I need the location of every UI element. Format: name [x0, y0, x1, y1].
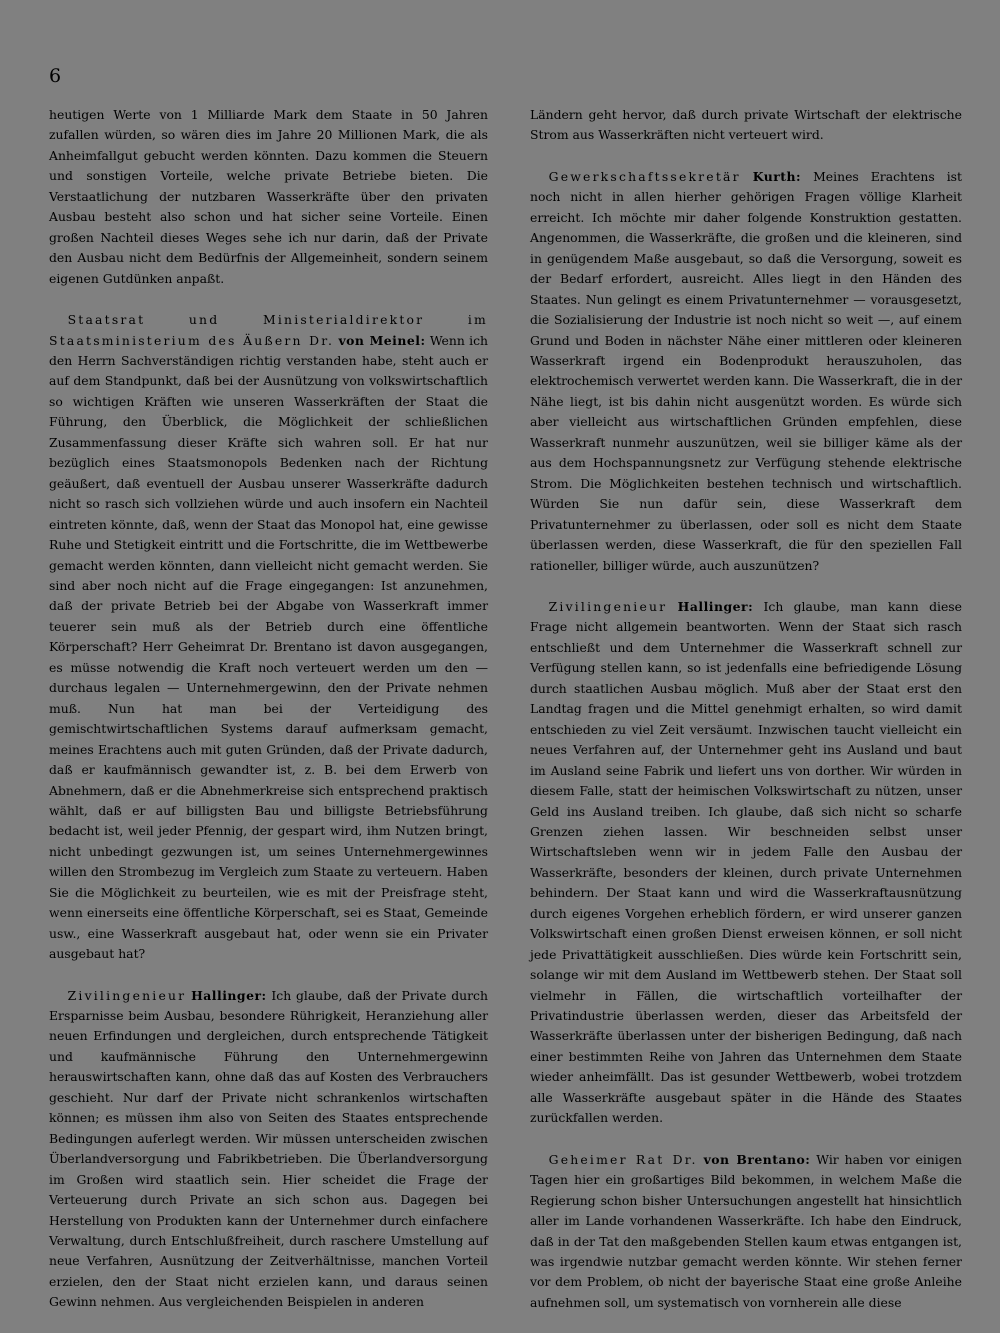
paragraph-continuation: heutigen Werte von 1 Milliarde Mark dem Staate in 50 Jahren zufallen würden, so wären dies im Jahre 20 Millionen Mark, die als Anheimfallgut gebucht werden könnten. Dazu kommen die Steuern und sonstigen Vorteile, welche private Betriebe bieten. Die Verstaatlichung der nutzbaren Wasserkräfte über den privaten Ausbau besteht also schon und hat sicher seine Vorteile. Einen großen Nachteil dieses Weges sehe ich nur darin, daß der Private den Ausbau nicht dem Bedürfnis der Allgemeinheit, sondern seinem eigenen Gutdünken anpaßt.	[49, 107, 488, 286]
right-column	[530, 105, 962, 1313]
speech-hallinger	[49, 986, 488, 1313]
speaker-name: Hallinger:	[677, 598, 754, 614]
speech-text: Wir haben vor einigen Tagen hier ein großartiges Bild bekommen, in welchem Maße die Regierung schon bisher Untersuchungen angestellt hat hinsichtlich aller im Lande vorhandenen Wasserkräfte. Ich habe den Eindruck, daß in der Tat den maßgebenden Stellen kaum etwas entgangen ist, was irgendwie nutzbar gemacht werden könnte. Wir stehen ferner vor dem Problem, ob nicht der bayerische Staat eine große Anleihe aufnehmen soll, um systematisch von vornherein alle diese	[530, 1151, 962, 1310]
speech-text: Meines Erachtens ist noch nicht in allen hierher gehörigen Fragen völlige Klarheit erreicht. Ich möchte mir daher folgende Konstruktion gestatten. Angenommen, die Wasserkräfte, die großen und die kleineren, sind in genügendem Maße ausgebaut, so daß die Versorgung, soweit es der Bedarf erfordert, ausreicht. Alles liegt in den Händen des Staates. Nun gelingt es einem Privatunternehmer — vorausgesetzt, die Sozialisierung der Industrie ist noch nicht so weit —, auf einem Grund und Boden in nächster Nähe einer mittleren oder kleineren Wasserkraft irgend ein Bodenprodukt herauszuholen, das elektrochemisch verwertet werden kann. Die Wasserkraft, die in der Nähe liegt, ist bis dahin nicht ausgenützt worden. Es würde sich aber vielleicht aus wirtschaftlichen Gründen empfehlen, diese Wasserkraft nunmehr auszunützen, weil sie billiger käme als der aus dem Hochspannungsnetz zur Verfügung stehende elektrische Strom. Die Möglichkeiten bestehen technisch und wirtschaftlich. Würden Sie nun dafür sein, diese Wasserkraft dem Privatunternehmer zu überlassen, oder soll es nicht dem Staate überlassen werden, diese Wasserkraft, die für den speziellen Fall rationeller, billiger würde, auch auszunützen?	[530, 168, 962, 573]
speaker-title: Geheimer Rat Dr.	[548, 1151, 698, 1167]
speech-text: Ich glaube, daß der Private durch Ersparnisse beim Ausbau, besondere Rührigkeit, Heranziehung aller neuen Erfindungen und dergleichen, durch entsprechende Tätigkeit und kaufmännische Führung den Unternehmergewinn herauswirtschaften kann, ohne daß das auf Kosten des Verbrauchers geschieht. Nur darf der Private nicht schrankenlos wirtschaften können; es müssen ihm also von Seiten des Staates entsprechende Bedingungen auferlegt werden. Wir müssen unterscheiden zwischen Überlandversorgung und Fabrikbetrieben. Die Überlandversorgung im Großen wird staatlich sein. Hier scheidet die Frage der Verteuerung durch Private an sich schon aus. Dagegen bei Herstellung von Produkten kann der Unternehmer durch einfachere Verwaltung, durch Entschlußfreiheit, durch raschere Umstellung auf neue Verfahren, Ausnützung der Zeitverhältnisse, manchen Vorteil erzielen, den der Staat nicht erzielen kann, und daraus seinen Gewinn nehmen. Aus vergleichenden Beispielen in anderen	[49, 987, 488, 1310]
speaker-name: Hallinger:	[191, 987, 267, 1003]
speaker-title: Staatsrat und Ministerialdirektor im Staatsministerium des Äußern Dr.	[49, 312, 488, 348]
speech-brentano	[530, 1150, 962, 1314]
left-column	[49, 105, 488, 1313]
speech-hallinger	[530, 597, 962, 1129]
speaker-name: Kurth:	[752, 168, 802, 184]
speaker-name: von Brentano:	[703, 1151, 811, 1167]
speaker-name: von Meinel:	[338, 332, 426, 348]
speaker-title: Gewerkschaftssekretär	[548, 168, 741, 184]
speech-text: Ich glaube, man kann diese Frage nicht allgemein beantworten. Wenn der Staat sich rasch entschließt und dem Unternehmer die Wasserkraft schnell zur Verfügung stellen kann, so ist jedenfalls eine befriedigende Lösung durch staatlichen Ausbau möglich. Muß aber der Staat erst den Landtag fragen und die Mittel genehmigt erhalten, so wird damit entschieden zu viel Zeit versäumt. Inzwischen taucht vielleicht ein neues Verfahren auf, der Unternehmer geht ins Ausland und baut im Ausland seine Fabrik und liefert uns von dorther. Wir würden in diesem Falle, statt der heimischen Volkswirtschaft zu nützen, unser Geld ins Ausland treiben. Ich glaube, daß sich nicht so scharfe Grenzen ziehen lassen. Wir beschneiden selbst unser Wirtschaftsleben wenn wir in jedem Falle den Ausbau der Wasserkräfte, besonders der kleinen, durch private Unternehmen behindern. Der Staat kann und wird die Wasserkraftausnützung durch eigenes Vorgehen erheblich fördern, er wird unserer ganzen Volkswirtschaft einen großen Dienst erweisen können, er soll nicht jede Privattätigkeit ausschließen. Dies würde kein Fortschritt sein, solange wir mit dem Ausland im Wettbewerb stehen. Der Staat soll vielmehr in Fällen, die wirtschaftlich vorteilhafter der Privatindustrie überlassen werden, dieser das Arbeitsfeld der Wasserkräfte überlassen unter der bisherigen Bedingung, daß nach einer bestimmten Reihe von Jahren das Unternehmen dem Staate wieder anheimfällt. Das ist gesunder Wettbewerb, wobei trotzdem alle Wasserkräfte ausgebaut später in die Hände des Staates zurückfallen werden.	[530, 598, 962, 1126]
paragraph-continuation: Ländern geht hervor, daß durch private Wirtschaft der elektrische Strom aus Wasserkräften nicht verteuert wird.	[530, 107, 962, 143]
speech-kurth	[530, 167, 962, 576]
speaker-title: Zivilingenieur	[548, 598, 668, 614]
speaker-title: Zivilingenieur	[67, 987, 187, 1003]
speech-text: Wenn ich den Herrn Sachverständigen richtig verstanden habe, steht auch er auf dem Standpunkt, daß bei der Ausnützung von volkswirtschaftlich so wichtigen Kräften wie unseren Wasserkräften der Staat die Führung, den Überblick, die Möglichkeit der schließlichen Zusammenfassung dieser Kräfte sich wahren soll. Er hat nur bezüglich eines Staatsmonopols Bedenken nach der Richtung geäußert, daß eventuell der Ausbau unserer Wasserkräfte dadurch nicht so rasch sich vollziehen würde und auch insofern ein Nachteil eintreten könnte, daß, wenn der Staat das Monopol hat, eine gewisse Ruhe und Stetigkeit eintritt und die Fortschritte, die im Wettbewerbe gemacht werden könnten, dann vielleicht nicht gemacht werden. Sie sind aber noch nicht auf die Frage eingegangen: Ist anzunehmen, daß der private Betrieb bei der Abgabe von Wasserkraft immer teuerer sein muß als der Betrieb durch eine öffentliche Körperschaft? Herr Geheimrat Dr. Brentano ist davon ausgegangen, es müsse notwendig die Kraft noch verteuert werden um den — durchaus legalen — Unternehmergewinn, den der Private nehmen muß. Nun hat man bei der Verteidigung des gemischtwirtschaftlichen Systems darauf aufmerksam gemacht, meines Erachtens auch mit guten Gründen, daß der Private dadurch, daß er kaufmännisch gewandter ist, z. B. bei dem Erwerb von Abnehmern, daß er die Abnehmerkreise sich entsprechend praktisch wählt, daß er auf billigsten Bau und billigste Betriebsführung bedacht ist, weil jeder Pfennig, der gespart wird, ihm Nutzen bringt, nicht unbedingt gezwungen ist, um seines Unternehmergewinnes willen den Strombezug im Vergleich zum Staate zu verteuern. Haben Sie die Möglichkeit zu beurteilen, wie es mit der Preisfrage steht, wenn einerseits eine öffentliche Körperschaft, sei es Staat, Gemeinde usw., eine Wasserkraft ausgebaut hat, oder wenn sie ein Privater ausgebaut hat?	[49, 332, 488, 962]
page-number: 6	[49, 65, 62, 87]
speech-meinel	[49, 310, 488, 965]
